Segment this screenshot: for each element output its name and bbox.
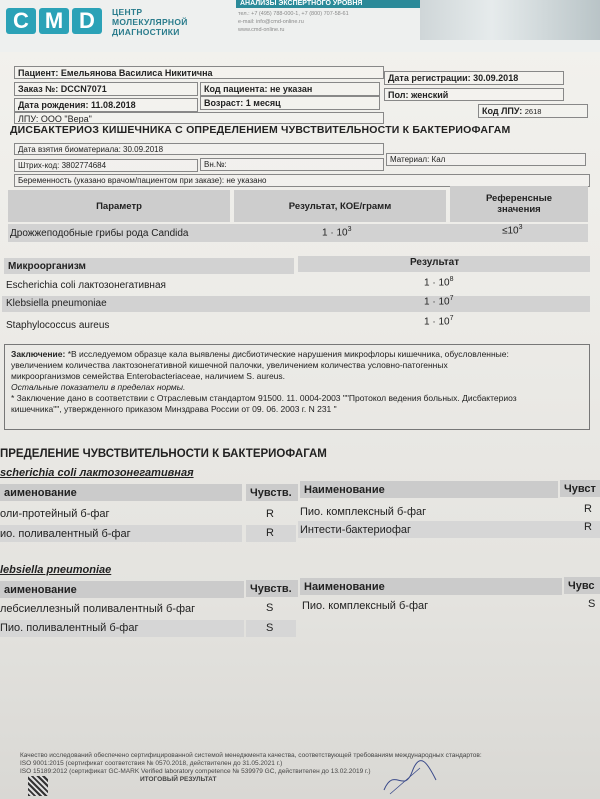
conclusion-line: увеличением количества лактозонегативной кишечной палочки, увеличением количества условно-патогенных <box>11 360 448 370</box>
phage-name: ио. поливалентный б-фаг <box>0 528 131 540</box>
logo-letter: C <box>6 8 36 34</box>
barcode-value: 3802774684 <box>61 161 107 170</box>
micro-name: Klebsiella pneumoniae <box>6 298 107 309</box>
micro-name: Escherichia coli лактозонегативная <box>6 280 166 291</box>
brand-line: ДИАГНОСТИКИ <box>112 27 180 37</box>
reg-date: 30.09.2018 <box>473 73 519 83</box>
col-header-parameter: Параметр <box>8 190 230 222</box>
age-box: Возраст: 1 месяц <box>200 96 380 110</box>
conclusion-line: микроорганизмов семейства Enterobacteriaceae, наличием S. aureus. <box>11 371 286 381</box>
phage-name: Пио. комплексный б-фаг <box>300 506 427 518</box>
phage-sens: R <box>266 508 274 520</box>
col-header-phage-name2: Наименование <box>300 481 558 498</box>
brand-line: МОЛЕКУЛЯРНОЙ <box>112 17 188 27</box>
cmd-logo <box>6 8 102 34</box>
lab-banner: АНАЛИЗЫ ЭКСПЕРТНОГО УРОВНЯ <box>236 0 420 8</box>
test-title: ДИСБАКТЕРИОЗ КИШЕЧНИКА С ОПРЕДЕЛЕНИЕМ ЧУВСТВИТЕЛЬНОСТИ К БАКТЕРИОФАГАМ <box>10 124 511 136</box>
phage-name: оли-протейный б-фаг <box>0 508 110 520</box>
header-photo <box>420 0 600 40</box>
age-value: 1 месяц <box>245 98 281 108</box>
material-box: Материал: Кал <box>386 153 586 166</box>
phage-name: Пио. поливалентный б-фаг <box>0 622 139 634</box>
lpu-box: ЛПУ: ООО "Вера" <box>14 112 384 124</box>
footer-certification: Качество исследований обеспечено сертифицированной системой менеджмента качества, соответствующей требованиям международных стандартов: ISO 9001:2015 (сертификат соответствия № 0570.2018, действителен до 31.05.2021 г.) ISO 15189:2012 (сертификат GC-MARK Verified laboratory competence № 539979 GC, действителен до 13.02.2019 г.) ИТОГОВЫЙ РЕЗУЛЬТАТ <box>20 752 482 783</box>
lab-contacts <box>238 10 418 34</box>
phage-sens: S <box>266 622 274 634</box>
patient-name-box: Пациент: Емельянова Василиса Никитична <box>14 66 384 79</box>
col-header-reference: Референсные значения <box>450 186 588 222</box>
brand-line: ЦЕНТР <box>112 7 143 17</box>
contacts-line: тел.: +7 (495) 788-000-1, +7 (800) 707-58-61 <box>238 11 349 17</box>
phage-sens: S <box>588 598 596 610</box>
phage-name: лебсиеллезный поливалентный б-фаг <box>0 603 196 615</box>
conclusion-line: Заключение: *В исследуемом образце кала выявлены дисбиотические нарушения микрофлоры кишечника, обусловленные: <box>11 349 509 359</box>
logo-letter: D <box>72 8 102 34</box>
candida-name: Дрожжеподобные грибы рода Candida <box>10 228 189 239</box>
phage-section-title: ПРЕДЕЛЕНИЕ ЧУВСТВИТЕЛЬНОСТИ К БАКТЕРИОФАГАМ <box>0 448 327 460</box>
conclusion-line: Остальные показатели в пределах нормы. <box>11 382 186 392</box>
patient-code-box: Код пациента: не указан <box>200 82 380 96</box>
col-header-phage-name: аименование <box>0 581 244 598</box>
micro-result: $1 \cdot 10^8$ <box>424 276 454 289</box>
col-header-sens: Чувств. <box>246 484 298 501</box>
col-header-result: Результат, КОЕ/грамм <box>234 190 446 222</box>
order-number: DCCN7071 <box>60 84 107 94</box>
brand-name <box>112 7 188 37</box>
order-box: Заказ №: DCCN7071 <box>14 82 198 96</box>
contacts-line: www.cmd-online.ru <box>238 27 285 33</box>
phage-name: Интести-бактериофаг <box>300 524 412 536</box>
conclusion-line: кишечника"", утвержденного приказом Минздрава России от 09. 06. 2003 г. N 231 " <box>11 404 337 414</box>
candida-reference: $\le 10^3$ <box>502 224 523 237</box>
pregnancy-box: Беременность (указано врачом/пациентом при заказе): не указано <box>14 174 590 187</box>
material-value: Кал <box>431 155 446 164</box>
dob-value: 11.08.2018 <box>91 100 136 110</box>
micro-result: $1 \cdot 10^7$ <box>424 295 454 308</box>
col-header-sens2: Чувст <box>560 480 600 497</box>
sample-date-box: Дата взятия биоматериала: 30.09.2018 <box>14 143 384 155</box>
phage-sens: R <box>584 521 592 533</box>
candida-result: $1 \cdot 10^3$ <box>322 226 352 239</box>
phage-name: Пио. комплексный б-фаг <box>302 600 429 612</box>
col-header-phage-name: аименование <box>0 484 242 501</box>
lpu-code: 2618 <box>524 107 542 116</box>
col-header-result2: Результат <box>410 257 460 268</box>
phage-sens: R <box>266 527 274 539</box>
qr-code-icon <box>28 776 48 796</box>
patient-code: не указан <box>269 84 313 94</box>
kleb-title: lebsiella pneumoniae <box>0 564 112 576</box>
barcode-box: Штрих-код: 3802774684 <box>14 159 198 172</box>
lpu-value: ООО "Вера" <box>40 114 92 124</box>
reg-date-box: Дата регистрации: 30.09.2018 <box>384 71 564 85</box>
sex-value: женский <box>410 90 449 100</box>
conclusion-box <box>4 344 590 430</box>
signature-icon <box>380 760 440 796</box>
micro-name: Staphylococcus aureus <box>6 320 110 331</box>
ecoli-title: scherichia coli лактозонегативная <box>0 467 194 479</box>
lpu-code-box: Код ЛПУ: 2618 <box>478 104 588 118</box>
vn-box: Вн.№: <box>200 158 384 171</box>
patient-name: Емельянова Василиса Никитична <box>60 68 213 78</box>
pregnancy-value: не указано <box>226 176 267 185</box>
logo-letter: M <box>39 8 69 34</box>
micro-result: $1 \cdot 10^7$ <box>424 315 454 328</box>
col-header-sens2: Чувс <box>564 577 600 594</box>
sex-box: Пол: женский <box>384 88 564 101</box>
col-header-sens: Чувств. <box>246 580 298 597</box>
dob-box: Дата рождения: 11.08.2018 <box>14 98 198 112</box>
col-header-phage-name2: Наименование <box>300 578 562 595</box>
sample-date: 30.09.2018 <box>123 145 164 154</box>
phage-sens: R <box>584 503 592 515</box>
phage-sens: S <box>266 602 274 614</box>
contacts-line: e-mail: info@cmd-online.ru <box>238 19 304 25</box>
col-header-microorganism: Микроорганизм <box>8 261 86 272</box>
conclusion-line: * Заключение дано в соответствии с Отраслевым стандартом 91500. 11. 0004-2003 ""Протокол ведения больных. Дисбактериоз <box>11 393 517 403</box>
